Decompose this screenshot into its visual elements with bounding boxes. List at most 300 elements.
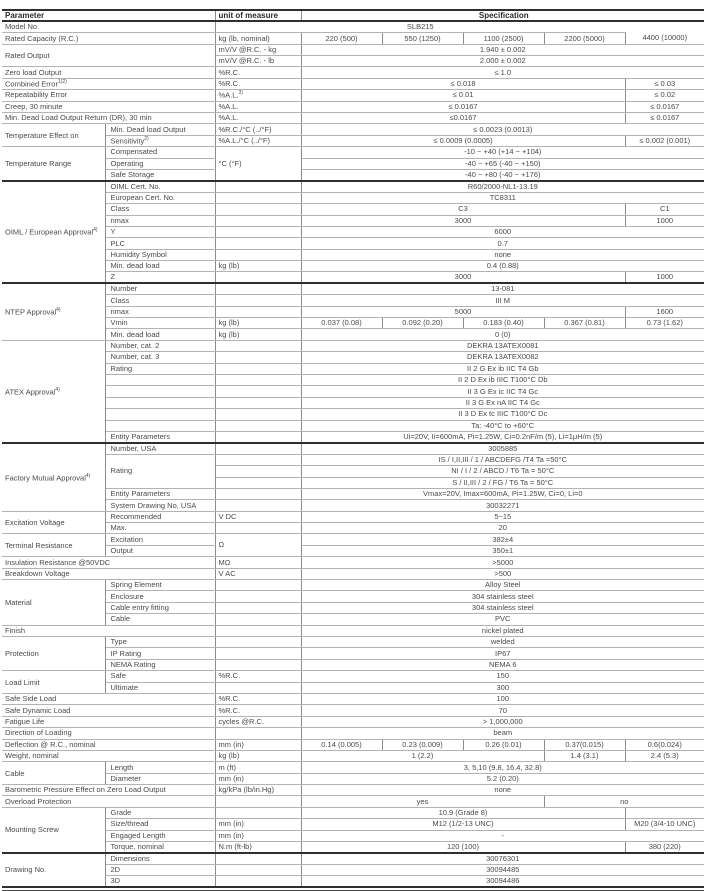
- spec-value-text: Vmax=20V, Imax=600mA, Pi=1.25W, Ci=0, Li=0: [422, 489, 583, 499]
- table-row: [2, 614, 704, 625]
- unit-label-text: cycles @R.C.: [218, 716, 265, 726]
- spec-value-text: 10.9 (Grade 8): [438, 808, 488, 818]
- spec-value: [301, 101, 625, 112]
- unit-label: [215, 147, 301, 181]
- parameter-label: [105, 648, 215, 659]
- group-label: [2, 807, 105, 853]
- parameter-label-text: Output: [110, 546, 134, 556]
- spec-value-text: 304 stainless steel: [471, 603, 534, 613]
- group-label: [2, 443, 105, 511]
- unit-label-text: mm (in): [218, 739, 244, 749]
- parameter-label: [105, 215, 215, 226]
- parameter-label-text: Safe Storage: [110, 169, 155, 179]
- table-row: [2, 693, 704, 704]
- unit-label-text: mV/V @R.C. - lb: [218, 56, 275, 66]
- table-row: [2, 443, 704, 454]
- spec-value-text: S / II,III / 2 / FG / T6 Ta = 50°C: [452, 477, 554, 487]
- spec-value: [301, 580, 704, 591]
- unit-label-text: kg (lb): [218, 751, 240, 761]
- spec-value: [625, 215, 704, 226]
- parameter-label: [105, 420, 215, 431]
- spec-value: [301, 397, 704, 408]
- parameter-label: [105, 580, 215, 591]
- parameter-label-text: Z: [110, 272, 116, 282]
- table-row: [2, 864, 704, 875]
- unit-label-text: %A.L.: [218, 101, 239, 111]
- table-row: [2, 523, 704, 534]
- parameter-label: [105, 386, 215, 397]
- unit-label: [215, 283, 301, 294]
- unit-label: [215, 534, 301, 557]
- table-row: [2, 534, 704, 545]
- parameter-label-text: Spring Element: [110, 580, 162, 590]
- group-label-text: Factory Mutual Approval: [5, 473, 86, 483]
- group-label: [2, 762, 105, 785]
- unit-label-text: mm (in): [218, 773, 244, 783]
- parameter-label: [105, 431, 215, 442]
- spec-value-text: M12 (1/2-13 UNC): [432, 819, 494, 829]
- unit-label: [215, 124, 301, 135]
- table-row: [2, 762, 704, 773]
- spec-value-text: 0.183 (0.40): [483, 318, 524, 328]
- spec-value: [301, 124, 704, 135]
- spec-value-text: 0 (0): [495, 329, 511, 339]
- spec-value: [625, 306, 704, 317]
- unit-label: [215, 101, 301, 112]
- parameter-label: [105, 135, 215, 146]
- parameter-label: [105, 523, 215, 534]
- spec-value: [625, 272, 704, 283]
- spec-value-text: 550 (1250): [404, 33, 441, 43]
- unit-label: [215, 807, 301, 818]
- table-row: [2, 671, 704, 682]
- spec-value-text: C3: [458, 204, 468, 214]
- parameter-label-text: Breakdown Voltage: [5, 568, 70, 578]
- spec-value-text: 20: [498, 523, 507, 533]
- unit-label: [215, 215, 301, 226]
- table-row: [2, 557, 704, 568]
- spec-value: [301, 420, 704, 431]
- spec-value-text: > 1,000,000: [482, 716, 523, 726]
- spec-value: [301, 796, 544, 807]
- spec-value: [301, 614, 704, 625]
- unit-label: [215, 352, 301, 363]
- spec-value-text: 6000: [494, 227, 512, 237]
- parameter-label-text: European Cert. No.: [110, 193, 176, 202]
- spec-value-text: Alloy Steel: [485, 580, 521, 590]
- unit-label-text: mm (in): [218, 819, 244, 829]
- unit-label: [215, 682, 301, 693]
- spec-value-text: III M: [495, 295, 511, 305]
- spec-value: [301, 409, 704, 420]
- parameter-label-text: Safe Dynamic Load: [5, 705, 71, 715]
- spec-value-text: ≤ 0.03: [654, 79, 676, 89]
- parameter-label: [2, 796, 215, 807]
- parameter-label-superscript: 2): [144, 135, 149, 142]
- unit-label: [215, 90, 301, 101]
- table-row: [2, 44, 704, 55]
- parameter-label: [2, 90, 215, 101]
- unit-label: [215, 568, 301, 579]
- parameter-label-text: nmax: [110, 306, 129, 316]
- spec-value-text: 3, 5,10 (9.8, 16.4, 32.8): [463, 762, 542, 772]
- spec-value: [301, 659, 704, 670]
- table-row: [2, 329, 704, 340]
- spec-value: [301, 306, 625, 317]
- unit-label: [215, 192, 301, 203]
- spec-value: [625, 318, 704, 329]
- table-row: [2, 295, 704, 306]
- spec-value: [625, 204, 704, 215]
- spec-value-text: 304 stainless steel: [471, 591, 534, 601]
- spec-value-text: 3000: [454, 272, 472, 282]
- spec-value: [301, 477, 704, 488]
- parameter-label-text: Min. Dead Load Output Return (DR), 30 min: [5, 113, 152, 123]
- unit-label: [215, 614, 301, 625]
- table-row: [2, 773, 704, 784]
- unit-label: [215, 625, 301, 636]
- spec-value: [301, 864, 704, 875]
- unit-label: [215, 454, 301, 465]
- parameter-label-text: OIML Cert. No.: [110, 181, 161, 191]
- parameter-label: [105, 602, 215, 613]
- unit-label: [215, 853, 301, 864]
- parameter-label: [105, 147, 215, 158]
- unit-label: [215, 523, 301, 534]
- spec-value: [301, 750, 544, 761]
- group-label: [2, 511, 105, 534]
- parameter-label: [2, 716, 215, 727]
- group-label: [2, 340, 105, 443]
- table-row: [2, 739, 704, 750]
- parameter-label: [2, 101, 215, 112]
- spec-value: [301, 181, 704, 192]
- table-body: [2, 21, 704, 887]
- unit-label: [215, 363, 301, 374]
- spec-value: [301, 671, 704, 682]
- spec-value-text: Ui=20V, Ii=600mA, Pi=1.25W, Ci=0.2nF/m (5), Li=1μH/m (5): [403, 431, 603, 441]
- table-row: [2, 545, 704, 556]
- parameter-label: [105, 488, 215, 499]
- spec-value-text: 1 (2.2): [411, 751, 434, 761]
- table-row: [2, 705, 704, 716]
- spec-value: [301, 169, 704, 180]
- unit-label: [215, 796, 301, 807]
- table-row: [2, 215, 704, 226]
- parameter-label-text: Min. dead load: [110, 261, 160, 271]
- unit-label: [215, 591, 301, 602]
- parameter-label-text: Cable entry fitting: [110, 603, 169, 613]
- spec-value-text: 1100 (2500): [483, 33, 524, 43]
- unit-label: [215, 226, 301, 237]
- spec-value: [301, 67, 704, 78]
- spec-value-text: II 3 G Ex ic IIC T4 Gc: [467, 386, 539, 396]
- spec-value-text: beam: [493, 728, 513, 738]
- parameter-label-text: System Drawing No, USA: [110, 500, 197, 510]
- spec-value-text: 2200 (5000): [564, 33, 605, 43]
- table-row: [2, 283, 704, 294]
- spec-value-text: 0.4 (0.88): [486, 261, 519, 271]
- spec-value-text: welded: [490, 637, 515, 647]
- spec-value: [301, 807, 625, 818]
- spec-value-text: ≤ 0.0167: [650, 101, 680, 111]
- group-label: [2, 283, 105, 340]
- parameter-label: [105, 682, 215, 693]
- parameter-label-text: Weight, nominal: [5, 751, 59, 761]
- parameter-label: [105, 329, 215, 340]
- unit-label: [215, 705, 301, 716]
- parameter-label: [105, 226, 215, 237]
- spec-value: [301, 568, 704, 579]
- spec-value-text: 2.4 (5.3): [650, 751, 679, 761]
- unit-label: [215, 557, 301, 568]
- table-row: [2, 842, 704, 853]
- unit-label: [215, 113, 301, 124]
- table-row: [2, 363, 704, 374]
- table-row: [2, 352, 704, 363]
- spec-value: [544, 750, 625, 761]
- parameter-label-text: Zero load Output: [5, 67, 62, 77]
- unit-label-text: kg (lb, nominal): [218, 33, 270, 43]
- table-row: [2, 568, 704, 579]
- parameter-label: [105, 340, 215, 351]
- group-label: [2, 181, 105, 284]
- table-row: [2, 272, 704, 283]
- table-row: [2, 488, 704, 499]
- unit-label-text: kg (lb): [218, 261, 240, 271]
- unit-label-text: %A.L.: [218, 113, 239, 123]
- unit-label-text: %R.C.: [218, 67, 241, 77]
- parameter-label: [105, 249, 215, 260]
- spec-value-text: none: [494, 785, 512, 795]
- unit-label: [215, 295, 301, 306]
- unit-label: [215, 409, 301, 420]
- group-label: [2, 853, 105, 887]
- unit-label: [215, 181, 301, 192]
- unit-label: [215, 375, 301, 386]
- table-row: [2, 113, 704, 124]
- table-row: [2, 409, 704, 420]
- unit-label: [215, 249, 301, 260]
- spec-value: [301, 158, 704, 169]
- spec-value: [301, 773, 704, 784]
- unit-label-text: kg/kPa (lb/in.Hg): [218, 785, 274, 795]
- parameter-label-text: Cable: [110, 614, 131, 624]
- table-row: [2, 261, 704, 272]
- table-row: [2, 181, 704, 192]
- spec-value-text: ≤ 0.002 (0.001): [639, 136, 691, 146]
- table-row: [2, 807, 704, 818]
- parameter-label: [105, 283, 215, 294]
- spec-value: [625, 819, 704, 830]
- spec-value-text: ≤ 0.0167: [448, 101, 478, 111]
- spec-value-text: 30076301: [486, 853, 520, 863]
- unit-label: [215, 78, 301, 89]
- unit-label: [215, 386, 301, 397]
- parameter-label-text: Size/thread: [110, 819, 149, 829]
- table-row: [2, 580, 704, 591]
- parameter-label: [2, 67, 215, 78]
- unit-label: [215, 397, 301, 408]
- spec-value-text: 4400 (10000): [642, 33, 688, 43]
- unit-label: [215, 762, 301, 773]
- table-row: [2, 591, 704, 602]
- parameter-label-text: Rated Capacity (R.C.): [5, 33, 79, 43]
- specification-table: [2, 9, 704, 888]
- unit-label: [215, 204, 301, 215]
- spec-value-text: NEMA 6: [489, 660, 517, 670]
- spec-value-text: II 3 D Ex tc IIIC T100°C Dc: [458, 409, 548, 419]
- header-specification: Specification: [301, 10, 704, 21]
- spec-value-text: 1.940 ± 0.002: [479, 44, 526, 54]
- unit-label-text: mm (in): [218, 830, 244, 840]
- spec-value: [301, 135, 625, 146]
- unit-label-text: %A.L.: [218, 90, 239, 100]
- unit-label: [215, 431, 301, 442]
- unit-label: [215, 602, 301, 613]
- spec-value-text: 0.26 (0.01): [485, 739, 522, 749]
- parameter-label-text: Length: [110, 762, 134, 772]
- header-unit-of-measure: unit of measure: [215, 10, 301, 21]
- spec-value: [463, 739, 544, 750]
- group-label-superscript: 4): [55, 386, 60, 393]
- spec-value: [301, 443, 704, 454]
- group-label-superscript: 4): [85, 472, 91, 479]
- parameter-label: [105, 773, 215, 784]
- spec-value-text: 30094485: [486, 865, 520, 875]
- spec-value: [301, 78, 625, 89]
- unit-label: [215, 443, 301, 454]
- spec-value: [301, 785, 704, 796]
- spec-value: [301, 386, 704, 397]
- parameter-label: [2, 728, 215, 739]
- spec-value-text: II 2 G Ex ib IIC T4 Gb: [466, 363, 539, 373]
- group-label-text: Temperature Effect on: [5, 130, 79, 140]
- spec-value-text: 5000: [454, 306, 472, 316]
- table-row: [2, 386, 704, 397]
- table-row: [2, 306, 704, 317]
- group-label-text: Load Limit: [5, 677, 40, 687]
- spec-value-text: II 3 G Ex nA IIC T4 Gc: [465, 398, 540, 408]
- parameter-label: [105, 295, 215, 306]
- table-row: [2, 249, 704, 260]
- spec-value-text: 0.6(0.024): [647, 739, 682, 749]
- parameter-label-text: Rating: [110, 466, 133, 476]
- table-row: [2, 682, 704, 693]
- spec-value: [625, 135, 704, 146]
- group-label-text: Mounting Screw: [5, 825, 59, 835]
- parameter-label: [105, 409, 215, 420]
- spec-value-text: >5000: [492, 557, 514, 567]
- table-header: [2, 10, 704, 21]
- spec-value: [382, 33, 463, 44]
- spec-value: [301, 705, 704, 716]
- spec-value: [625, 78, 704, 89]
- spec-value: [625, 101, 704, 112]
- unit-label-text: N.m (ft-lb): [218, 842, 252, 852]
- unit-label-text: %R.C.: [218, 694, 241, 704]
- table-row: [2, 33, 704, 44]
- parameter-label: [105, 181, 215, 192]
- spec-value: [301, 147, 704, 158]
- spec-value-text: II 2 D Ex ib IIIC T100°C Db: [457, 375, 548, 385]
- spec-value-text: IS / I,II,III / 1 / ABCDEFG /T4 Ta =50°C: [438, 454, 568, 464]
- parameter-label: [105, 545, 215, 556]
- spec-value: [301, 454, 704, 465]
- parameter-label-text: Deflection @ R.C., nominal: [5, 739, 96, 749]
- spec-value: [301, 682, 704, 693]
- table-row: [2, 169, 704, 180]
- spec-value: [301, 261, 704, 272]
- spec-value: [301, 466, 704, 477]
- parameter-label: [105, 124, 215, 135]
- unit-label: [215, 500, 301, 511]
- table-row: [2, 21, 704, 32]
- parameter-label-text: Torque, nominal: [110, 842, 164, 852]
- spec-value-text: 1600: [656, 306, 674, 316]
- table-row: [2, 124, 704, 135]
- parameter-label-text: Class: [110, 295, 130, 305]
- parameter-label-text: Safe: [110, 671, 126, 681]
- table-row: [2, 420, 704, 431]
- table-row: [2, 204, 704, 215]
- spec-value-text: IP67: [495, 648, 511, 658]
- unit-label: [215, 864, 301, 875]
- parameter-label-text: Repeatability Error: [5, 90, 68, 100]
- parameter-label: [105, 397, 215, 408]
- parameter-label-text: Enclosure: [110, 591, 144, 601]
- unit-label: [215, 33, 301, 44]
- table-row: [2, 625, 704, 636]
- unit-label-text: %R.C.: [218, 671, 241, 681]
- table-row: [2, 648, 704, 659]
- header-row: [2, 10, 704, 21]
- parameter-label-text: Safe Side Load: [5, 694, 57, 704]
- parameter-label-text: Combined Error: [5, 79, 58, 89]
- spec-value: [301, 625, 704, 636]
- spec-value: [301, 226, 704, 237]
- spec-value: [301, 363, 704, 374]
- table-row: [2, 830, 704, 841]
- table-row: [2, 238, 704, 249]
- table-row: [2, 716, 704, 727]
- spec-value: [215, 21, 625, 32]
- parameter-label-text: Class: [110, 204, 130, 214]
- spec-value: [382, 318, 463, 329]
- spec-value: [301, 545, 704, 556]
- parameter-label: [2, 750, 215, 761]
- unit-label: [215, 636, 301, 647]
- spec-value-text: 220 (500): [325, 33, 358, 43]
- table-row: [2, 636, 704, 647]
- spec-value: [301, 511, 704, 522]
- unit-label: [215, 340, 301, 351]
- header-parameter: Parameter: [2, 10, 215, 21]
- parameter-label-text: Number, cat. 3: [110, 352, 160, 362]
- parameter-label-text: Vmin: [110, 318, 128, 328]
- spec-value-text: ≤ 0.02: [654, 90, 676, 100]
- parameter-label-text: Model No.: [5, 22, 40, 32]
- parameter-label: [2, 785, 215, 796]
- spec-value: [301, 56, 704, 67]
- spec-value-text: M20 (3/4-10 UNC): [634, 819, 696, 829]
- spec-value: [301, 375, 704, 386]
- unit-label-text: %R.C.: [218, 79, 241, 89]
- spec-value-text: 3000: [454, 215, 472, 225]
- table-row: [2, 192, 704, 203]
- group-label: [2, 124, 105, 147]
- unit-label-text: kg (lb): [218, 318, 240, 328]
